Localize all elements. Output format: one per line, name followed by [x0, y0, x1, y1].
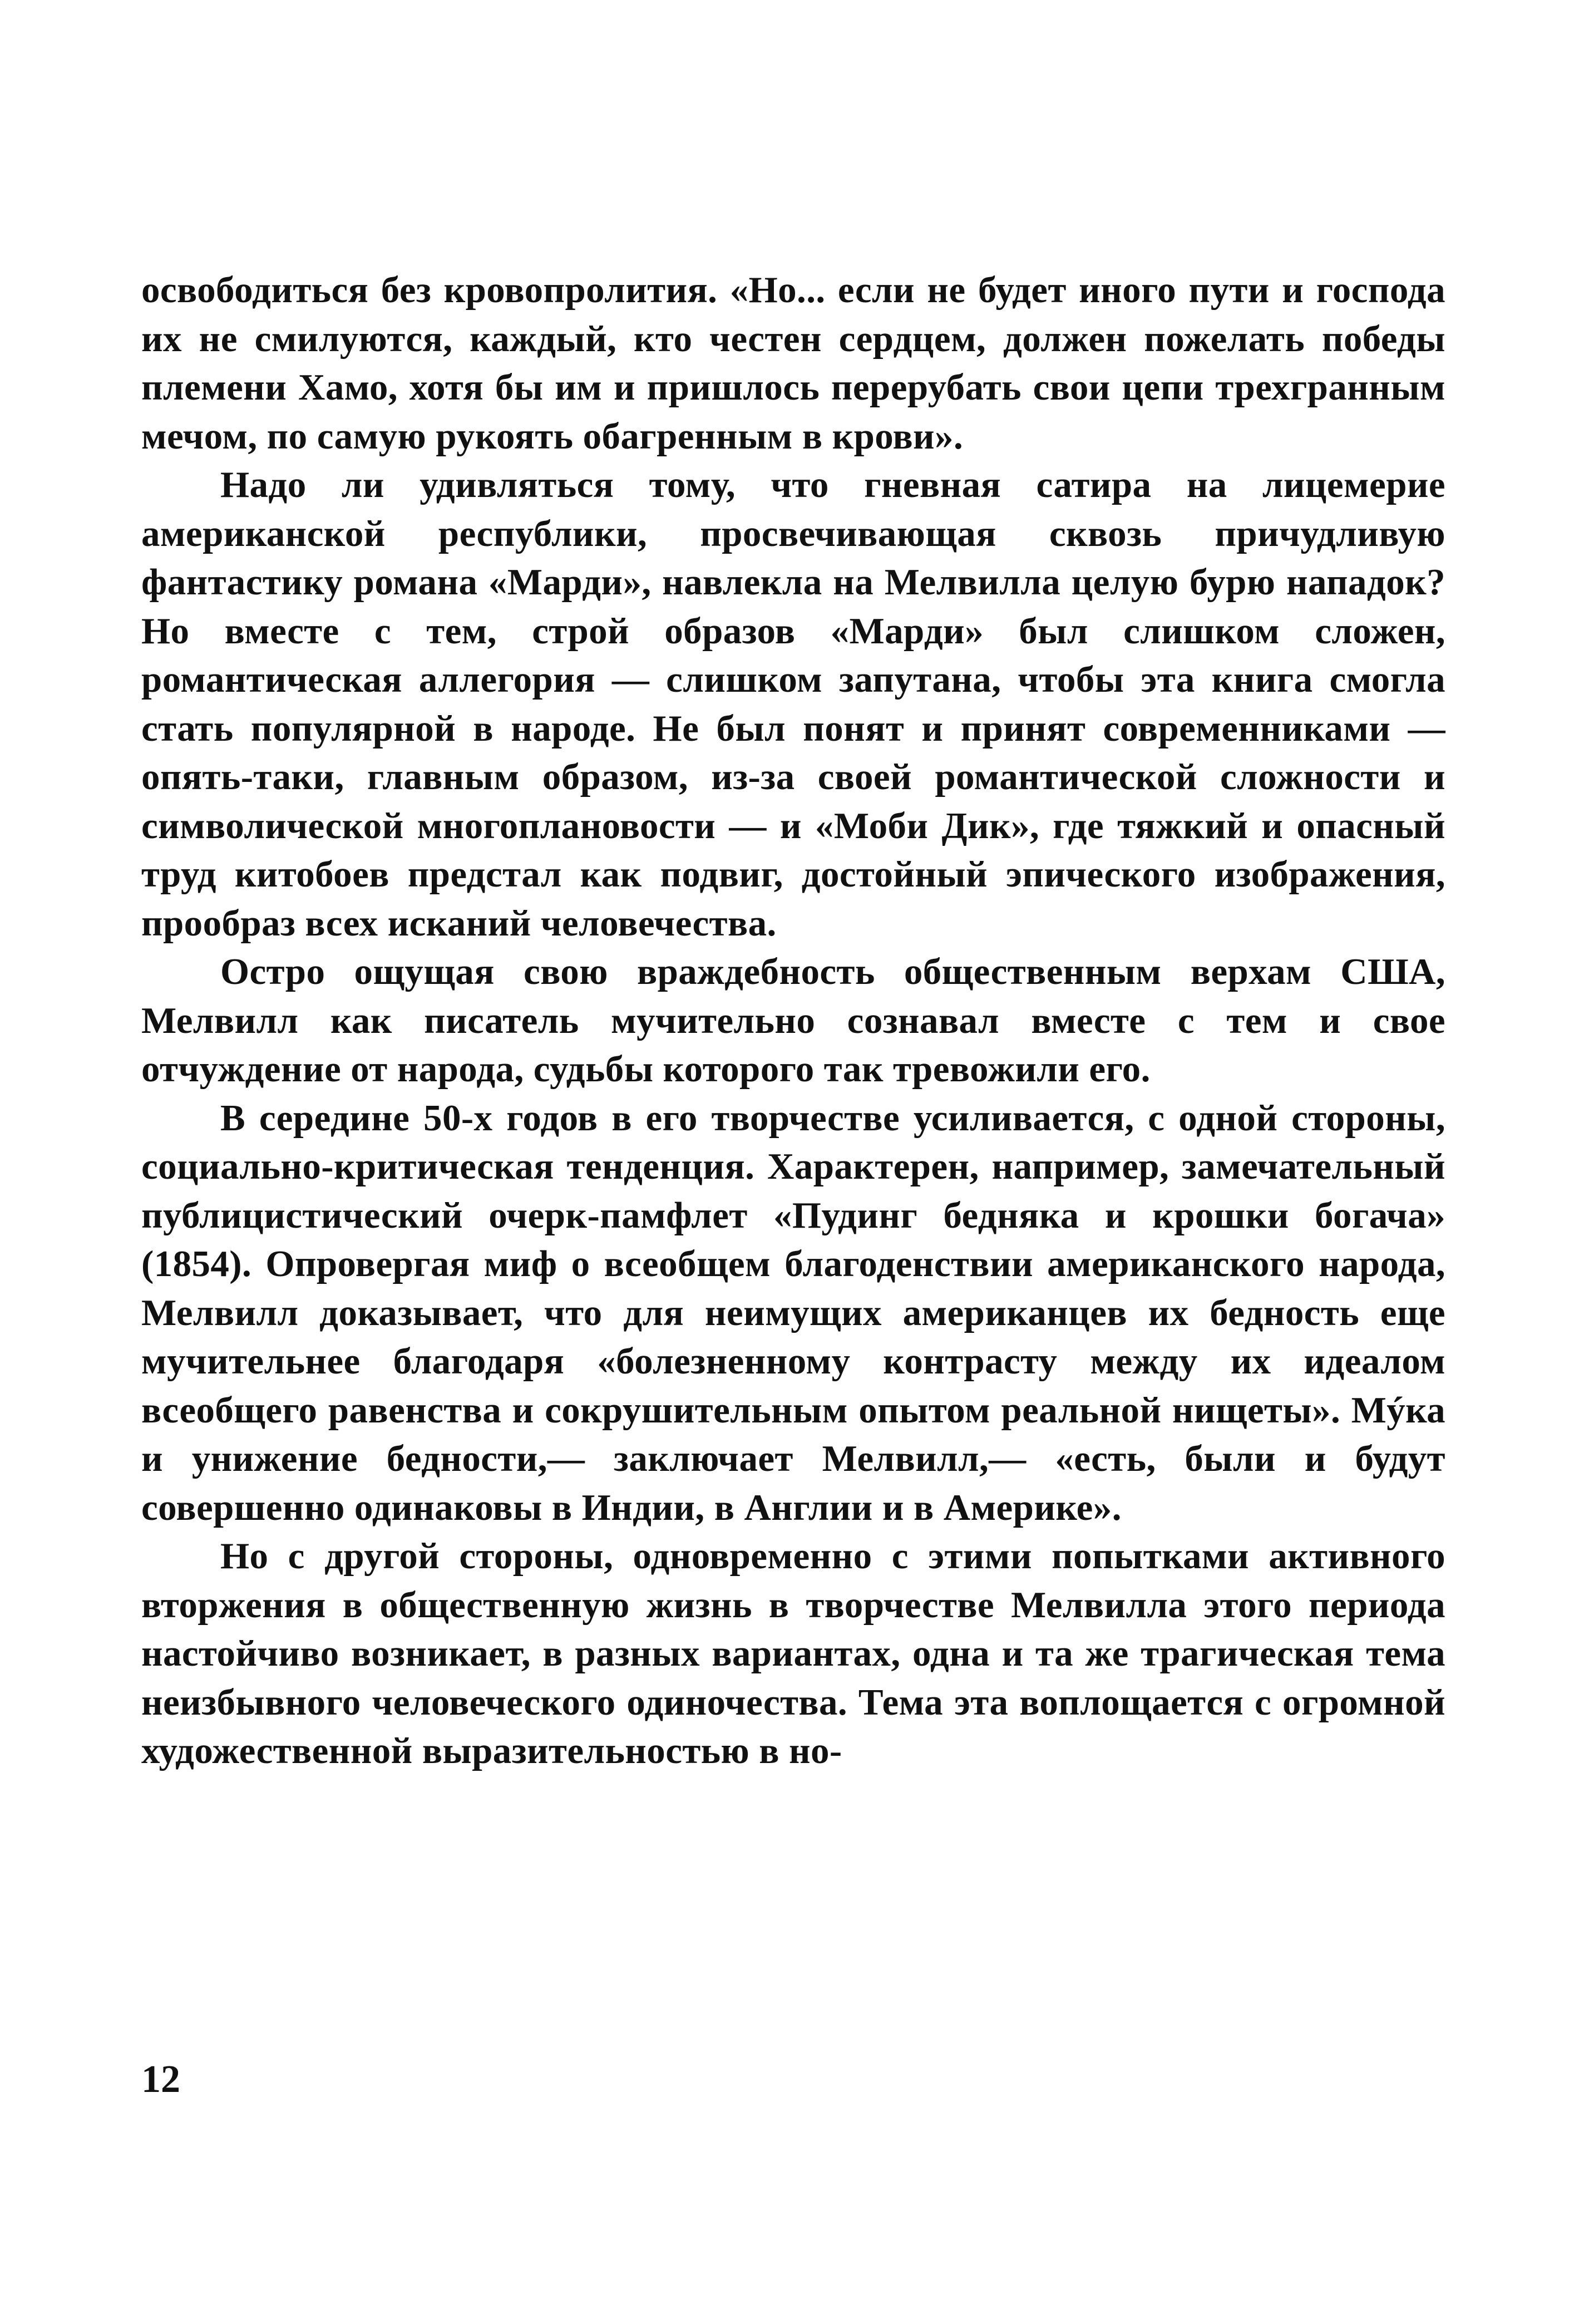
body-text: [141, 266, 1445, 1776]
paragraph-1: освободиться без кровопролития. «Но... если не будет иного пути и господа их не смилуются, каждый, кто честен сердцем, должен пожелать победы племени Хамо, хотя бы им и пришлось перерубать свои цепи трехгранным мечом, по самую рукоять обагренным в крови».: [141, 269, 1445, 457]
paragraph-4: В середине 50-х годов в его творчестве усиливается, с одной стороны, социально-критическая тенденция. Характерен, например, замечательный публицистический очерк-памфлет «Пудинг бедняка и крошки богача» (1854). Опровергая миф о всеобщем благоденствии американского народа, Мелвилл доказывает, что для неимущих американцев их бедность еще мучительнее благодаря «болезненному контрасту между их идеалом всеобщего равенства и сокрушительным опытом реальной нищеты». Мýка и унижение бедности,— заключает Мелвилл,— «есть, были и будут совершенно одинаковы в Индии, в Англии и в Америке».: [141, 1097, 1445, 1528]
paragraph-3: Остро ощущая свою враждебность общественным верхам США, Мелвилл как писатель мучительно сознавал вместе с тем и свое отчуждение от народа, судьбы которого так тревожили его.: [141, 951, 1445, 1090]
paragraph-2: Надо ли удивляться тому, что гневная сатира на лицемерие американской республики, просвечивающая сквозь причудливую фантастику романа «Марди», навлекла на Мелвилла целую бурю нападок? Но вместе с тем, строй образов «Марди» был слишком сложен, романтическая аллегория — слишком запутана, чтобы эта книга смогла стать популярной в народе. Не был понят и принят современниками — опять-таки, главным образом, из-за своей романтической сложности и символической многоплановости — и «Моби Дик», где тяжкий и опасный труд китобоев предстал как подвиг, достойный эпического изображения, прообраз всех исканий человечества.: [141, 464, 1445, 944]
page-number: 12: [141, 2058, 180, 2101]
paragraph-5: Но с другой стороны, одновременно с этими попытками активного вторжения в общественную жизнь в творчестве Мелвилла этого периода настойчиво возникает, в разных вариантах, одна и та же трагическая тема неизбывного человеческого одиночества. Тема эта воплощается с огромной художественной выразительностью в но-: [141, 1535, 1445, 1771]
